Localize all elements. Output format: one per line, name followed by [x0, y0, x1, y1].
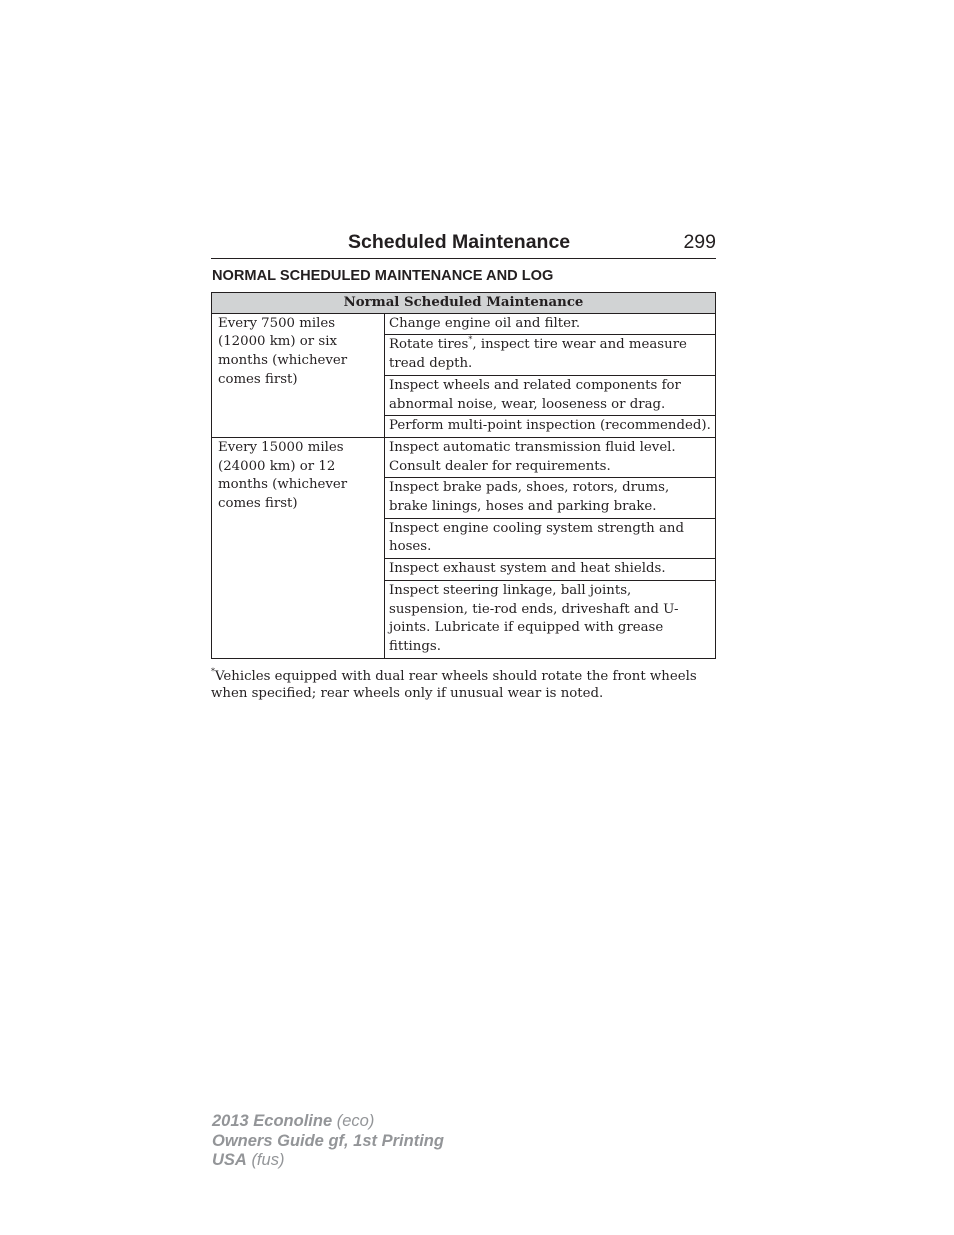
footer-market-code: (fus): [251, 1151, 285, 1169]
footer-model: 2013 Econoline: [212, 1112, 333, 1130]
table-title: Normal Scheduled Maintenance: [212, 293, 716, 314]
task-cell: Inspect steering linkage, ball joints, suspension, tie-rod ends, driveshaft and U-joints. Lubricate if equipped with grease fittings.: [385, 580, 716, 658]
maintenance-table: [211, 292, 716, 659]
page-header: [211, 228, 716, 259]
interval-cell: Every 15000 miles (24000 km) or 12 months (whichever comes first): [212, 437, 385, 658]
task-cell: Change engine oil and filter.: [385, 313, 716, 335]
task-text: , inspect tire wear and measure tread depth.: [389, 337, 687, 372]
task-cell: Inspect exhaust system and heat shields.: [385, 559, 716, 581]
footer-model-code: (eco): [336, 1112, 375, 1130]
footer-guide: Owners Guide gf, 1st Printing: [212, 1131, 444, 1150]
footnote-marker: *: [211, 667, 215, 676]
task-cell: Perform multi-point inspection (recommended).: [385, 416, 716, 438]
footnote: [211, 668, 716, 702]
footer-market-line: [212, 1151, 444, 1171]
task-cell: Inspect wheels and related components for abnormal noise, wear, looseness or drag.: [385, 375, 716, 415]
task-text: Rotate tires: [389, 337, 469, 353]
task-cell: Inspect engine cooling system strength and hoses.: [385, 518, 716, 558]
page-number: 299: [683, 231, 716, 253]
table-row: [212, 437, 716, 477]
footnote-marker: *: [468, 335, 473, 345]
task-cell: [385, 335, 716, 375]
subheading: NORMAL SCHEDULED MAINTENANCE AND LOG: [212, 268, 554, 284]
task-cell: Inspect brake pads, shoes, rotors, drums, brake linings, hoses and parking brake.: [385, 478, 716, 518]
footer-model-line: [212, 1112, 444, 1132]
footer-market: USA: [212, 1151, 247, 1169]
footer: [212, 1112, 444, 1171]
table-header-row: [212, 293, 716, 314]
footnote-text: Vehicles equipped with dual rear wheels should rotate the front wheels when specified; rear wheels only if unusual wear is noted.: [211, 669, 697, 701]
task-cell: Inspect automatic transmission fluid level. Consult dealer for requirements.: [385, 437, 716, 477]
section-title: Scheduled Maintenance: [348, 231, 571, 253]
table-row: [212, 313, 716, 335]
interval-cell: Every 7500 miles (12000 km) or six months (whichever comes first): [212, 313, 385, 437]
